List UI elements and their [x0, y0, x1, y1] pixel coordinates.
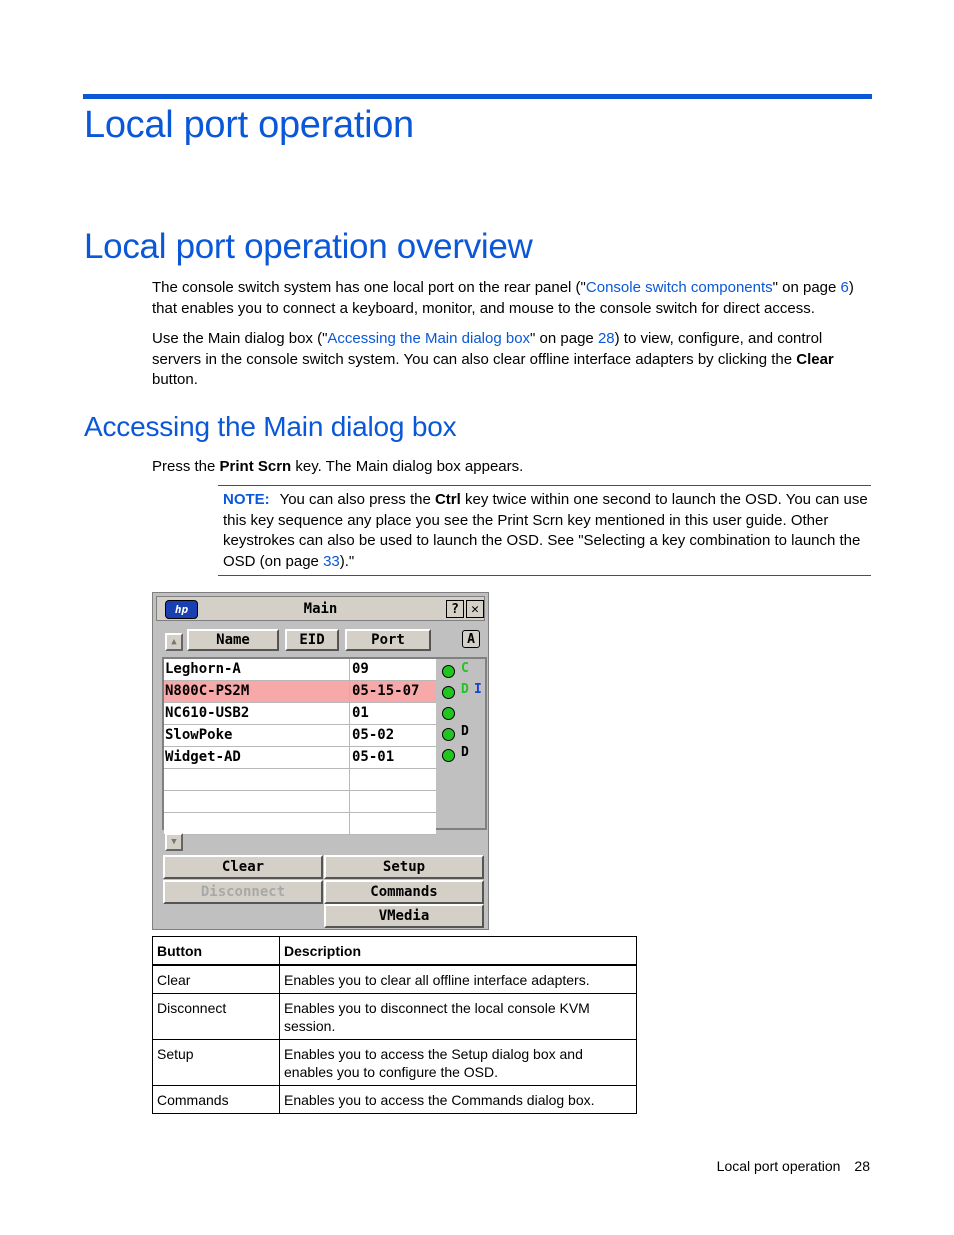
link-page-6[interactable]: 6	[840, 279, 849, 296]
commands-button[interactable]: Commands	[324, 880, 484, 904]
table-row	[153, 994, 637, 1040]
link-page-28[interactable]: 28	[597, 330, 615, 347]
link-page-33[interactable]: 33	[323, 552, 340, 570]
subsection-title: Accessing the Main dialog box	[84, 411, 457, 442]
close-button[interactable]: ✕	[466, 600, 484, 618]
server-row-empty	[164, 791, 436, 813]
server-row-slowpoke[interactable]: SlowPoke 05-02	[164, 725, 436, 747]
status-flag-i: I	[474, 682, 482, 697]
vmedia-button[interactable]: VMedia	[324, 904, 484, 928]
sort-name-button[interactable]: Name	[187, 629, 279, 651]
dialog-titlebar	[156, 596, 485, 621]
server-row-widget[interactable]: Widget-AD 05-01	[164, 747, 436, 769]
link-accessing-main-dialog[interactable]: Accessing the Main dialog box	[327, 330, 531, 347]
table-row	[153, 1040, 637, 1086]
server-row-empty	[164, 813, 436, 835]
main-dialog-paragraph: Use the Main dialog box ("Accessing the Main dialog box" on page 28) to view, configure, and control servers in the console switch system. You can also clear offline interface adapters by clicking the Clear button.	[152, 330, 834, 388]
chapter-rule	[83, 94, 872, 99]
server-row-nc610[interactable]: NC610-USB2 01	[164, 703, 436, 725]
note-box: NOTE: You can also press the Ctrl key twice within one second to launch the OSD. You can use this key sequence any place you see the Print Scrn key mentioned in this user guide. Other keystrokes can also be used to launch the OSD. See "Selecting a key combination to launch the OSD (on page 33)."	[218, 485, 871, 576]
footer-label: Local port operation	[716, 1158, 841, 1174]
intro-paragraph: The console switch system has one local port on the rear panel ("Console switch components" on page 6) that enables you to connect a keyboard, monitor, and mouse to the console switch for direct access.	[152, 279, 854, 317]
table-cell: Disconnect	[153, 994, 280, 1040]
setup-button[interactable]: Setup	[324, 855, 484, 879]
auto-icon[interactable]: A	[462, 630, 480, 648]
disconnect-button[interactable]: Disconnect	[163, 880, 323, 904]
scroll-up-icon[interactable]: ▲	[165, 633, 183, 651]
chapter-title: Local port operation	[84, 104, 414, 146]
scroll-down-icon[interactable]: ▼	[165, 833, 183, 851]
sort-eid-button[interactable]: EID	[285, 629, 339, 651]
server-row-empty	[164, 769, 436, 791]
table-header-row	[153, 937, 637, 966]
sort-port-button[interactable]: Port	[345, 629, 431, 651]
page-footer	[717, 1158, 870, 1174]
server-row-leghorn[interactable]: Leghorn-A 09	[164, 659, 436, 681]
print-scrn-paragraph: Press the Print Scrn key. The Main dialog box appears.	[152, 458, 524, 475]
server-list	[162, 657, 487, 830]
status-online-icon	[442, 749, 455, 762]
server-row-n800c[interactable]: N800C-PS2M 05-15-07	[164, 681, 436, 703]
table-cell: Setup	[153, 1040, 280, 1086]
status-online-icon	[442, 728, 455, 741]
status-flag-c: C	[461, 661, 469, 676]
table-row	[153, 1086, 637, 1114]
note-label: NOTE:	[223, 491, 270, 508]
status-online-icon	[442, 707, 455, 720]
link-console-switch-components[interactable]: Console switch components	[585, 279, 773, 296]
main-dialog	[152, 592, 489, 930]
status-flag-d: D	[461, 724, 469, 739]
table-header-description: Description	[280, 937, 637, 966]
status-online-icon	[442, 665, 455, 678]
table-row	[153, 965, 637, 994]
button-description-table	[152, 936, 637, 1114]
table-cell: Clear	[153, 965, 280, 994]
section-title: Local port operation overview	[84, 227, 533, 266]
table-cell: Commands	[153, 1086, 280, 1114]
hp-logo-icon: hp	[165, 600, 198, 619]
table-cell: Enables you to clear all offline interface adapters.	[280, 965, 637, 994]
clear-button[interactable]: Clear	[163, 855, 323, 879]
status-flag-d: D	[461, 745, 469, 760]
footer-page-number: 28	[854, 1158, 870, 1174]
help-button[interactable]: ?	[446, 600, 464, 618]
table-cell: Enables you to access the Setup dialog box and enables you to configure the OSD.	[280, 1040, 637, 1086]
table-cell: Enables you to access the Commands dialog box.	[280, 1086, 637, 1114]
table-header-button: Button	[153, 937, 280, 966]
table-cell: Enables you to disconnect the local console KVM session.	[280, 994, 637, 1040]
status-online-icon	[442, 686, 455, 699]
status-flag-d: D	[461, 682, 469, 697]
dialog-title: Main	[303, 601, 338, 617]
